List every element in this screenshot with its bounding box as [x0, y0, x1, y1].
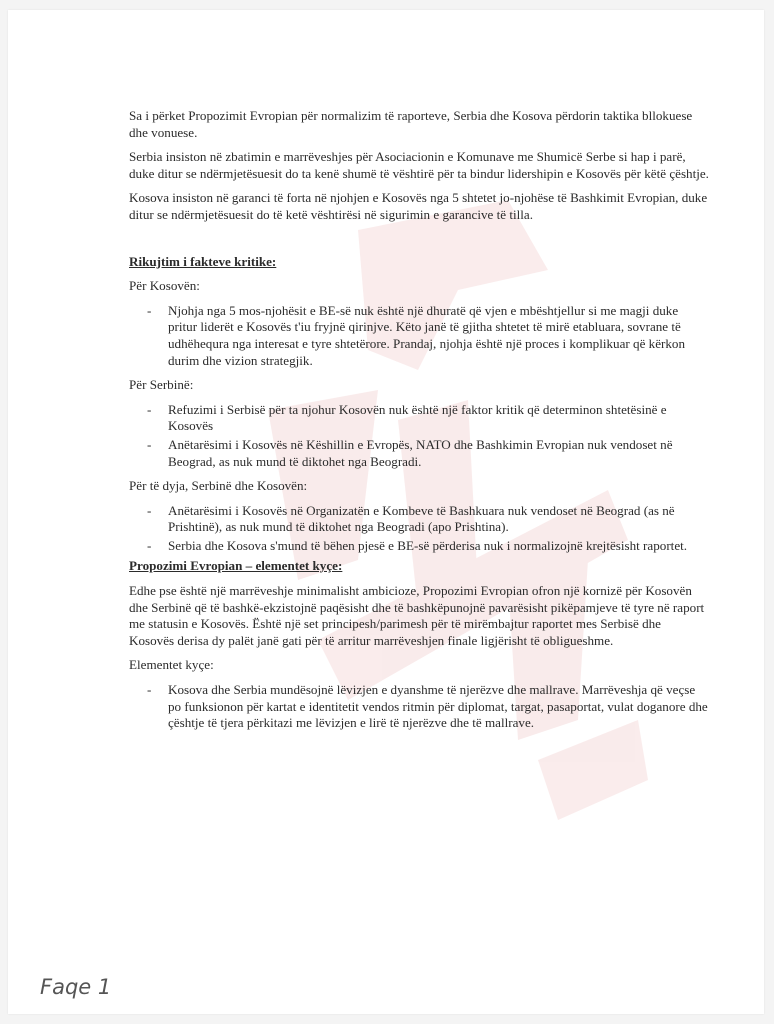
list-key-elements [129, 682, 709, 732]
dash-bullet: - [147, 537, 152, 553]
list-item [147, 682, 709, 732]
list-item [147, 401, 709, 435]
list-item-text: Serbia dhe Kosova s'mund të bëhen pjesë e BE-së përderisa nuk i normalizojnë krejtësisht raportet. [168, 537, 688, 553]
section-paragraph: Edhe pse është një marrëveshje minimalisht ambicioze, Propozimi Evropian ofron një kornizë për Kosovën dhe Serbinë që të bashkë-ekzistojnë paqësisht dhe të bashkëpunojnë pavarësisht pikëpamjeve të tyre në raport me statusin e Kosovës. Është një set principesh/parimesh për të mirëmbajtur raportet mes Serbisë dhe Kosovës derisa dy palët janë gati për të arritur marrëveshjen finale ligjërisht të obligueshme. [129, 583, 705, 648]
document-page [8, 10, 764, 1014]
list-item [147, 537, 709, 555]
subheading-for-serbia: Për Serbinë: [129, 377, 194, 393]
list-item-text: Refuzimi i Serbisë për ta njohur Kosovën nuk është një faktor kritik që determinon shtetësinë e Kosovës [168, 401, 667, 434]
list-item-text: Njohja nga 5 mos-njohësit e BE-së nuk është një dhuratë që vjen e mbështjellur si me magji duke pritur liderët e Kosovës t'iu fryjnë qirinjve. Këto janë të gjitha shtetet të mirë etabluara, sovrane të udhëhequra nga interesat e tyre shtetërore. Prandaj, njohja është një proces i komplikuar që kërkon durim dhe vizion strategjik. [168, 302, 686, 368]
intro-paragraph: Sa i përket Propozimit Evropian për normalizim të raporteve, Serbia dhe Kosova përdorin taktika bllokuese dhe vonuese. [129, 108, 693, 140]
document-body [129, 108, 709, 740]
list-item [147, 436, 709, 470]
dash-bullet: - [147, 401, 152, 417]
subheading-for-both: Për të dyja, Serbinë dhe Kosovën: [129, 478, 308, 494]
dash-bullet: - [147, 436, 152, 452]
subheading-key-elements: Elementet kyçe: [129, 657, 214, 673]
list-for-serbia [129, 402, 709, 470]
intro-paragraph: Serbia insiston në zbatimin e marrëveshjes për Asociacionin e Komunave me Shumicë Serbe si hap i parë, duke ditur se ndërmjetësuesit do ta kenë shumë të vështirë për ta bindur lidershipin e Kosovës për këtë çështje. [129, 149, 709, 181]
list-for-kosovo [129, 303, 709, 369]
dash-bullet: - [147, 502, 152, 518]
intro-paragraph: Kosova insiston në garanci të forta në njohjen e Kosovës nga 5 shtetet jo-njohëse të Bashkimit Evropian, duke ditur se ndërmjetësuesit do të ketë vështirësi në sigurimin e garancive të tilla. [129, 190, 708, 222]
page-number-label: Faqe 1 [40, 975, 112, 999]
section-heading-critical-facts: Rikujtim i fakteve kritike: [129, 253, 277, 269]
list-item-text: Kosova dhe Serbia mundësojnë lëvizjen e dyanshme të njerëzve dhe mallrave. Marrëveshja që veçse po funksionon për kartat e identitetit vendos ritmin për diplomat, targat, pasaportat, vulat doganore dhe çështje të tjera përkitazi me lëvizjen e lirë të njerëzve dhe të mallrave. [168, 682, 708, 731]
dash-bullet: - [147, 682, 152, 698]
section-heading-key-elements: Propozimi Evropian – elementet kyçe: [129, 558, 343, 574]
list-for-both [129, 503, 709, 555]
list-item-text: Anëtarësimi i Kosovës në Këshillin e Evropës, NATO dhe Bashkimin Evropian nuk vendoset në Beograd, as nuk mund të diktohet nga Beogradi. [168, 436, 673, 469]
list-item [147, 502, 709, 536]
list-item [147, 302, 709, 369]
list-item-text: Anëtarësimi i Kosovës në Organizatën e Kombeve të Bashkuara nuk vendoset në Beograd (as në Prishtinë), as nuk mund të diktohet nga Beogradi (apo Prishtina). [168, 502, 675, 535]
dash-bullet: - [147, 302, 152, 318]
subheading-for-kosovo: Për Kosovën: [129, 278, 200, 294]
